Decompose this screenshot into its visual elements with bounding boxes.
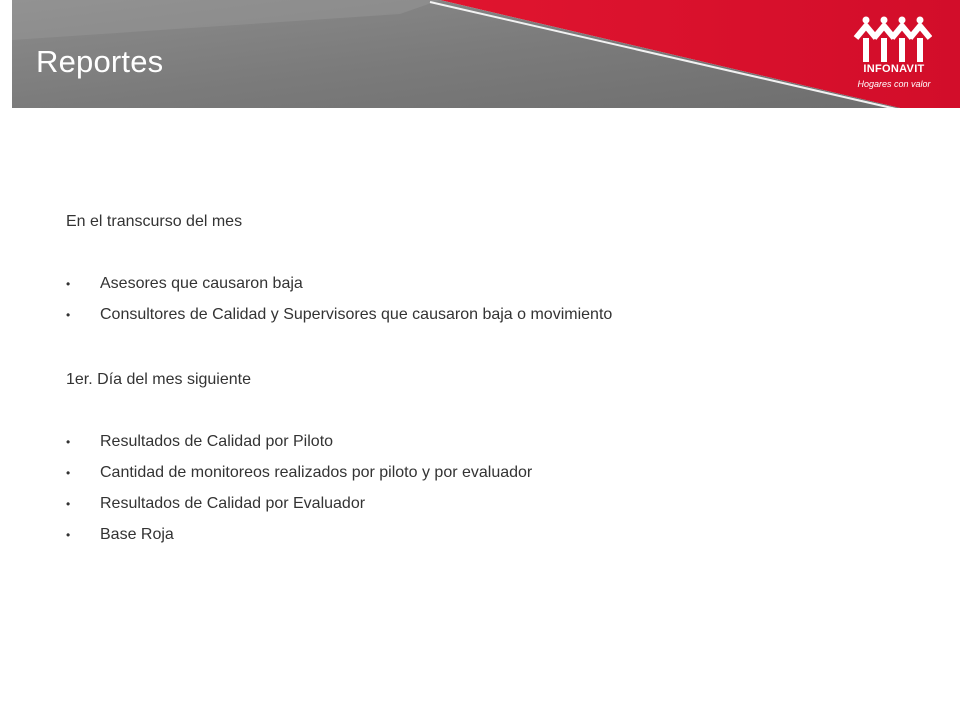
bullet-icon: • (66, 466, 71, 480)
list-item-text: Cantidad de monitoreos realizados por piloto y por evaluador (100, 464, 533, 481)
list-item (66, 459, 926, 490)
section-heading-month: En el transcurso del mes (66, 213, 243, 230)
bullet-icon: • (66, 497, 71, 511)
list-item (66, 301, 926, 332)
slide-body (66, 208, 926, 552)
bullet-list-next-month (66, 428, 926, 552)
list-item (66, 270, 926, 301)
bullet-list-month (66, 270, 926, 332)
list-item-text: Asesores que causaron baja (100, 275, 303, 292)
list-item (66, 428, 926, 459)
bullet-icon: • (66, 308, 71, 322)
list-item (66, 521, 926, 552)
bullet-icon: • (66, 528, 71, 542)
list-item-text: Resultados de Calidad por Piloto (100, 433, 334, 450)
infonavit-logo (848, 16, 944, 96)
list-item (66, 490, 926, 521)
list-item-text: Resultados de Calidad por Evaluador (100, 495, 366, 512)
bullet-icon: • (66, 435, 71, 449)
slide-title: Reportes (36, 44, 164, 79)
section-heading-next-month: 1er. Día del mes siguiente (66, 371, 251, 388)
list-item-text: Consultores de Calidad y Supervisores que causaron baja o movimiento (100, 306, 613, 323)
list-item-text: Base Roja (100, 526, 174, 543)
logo-tagline: Hogares con valor (857, 79, 931, 89)
bullet-icon: • (66, 277, 71, 291)
infonavit-houses-icon (852, 16, 932, 64)
logo-name: INFONAVIT (863, 63, 925, 75)
